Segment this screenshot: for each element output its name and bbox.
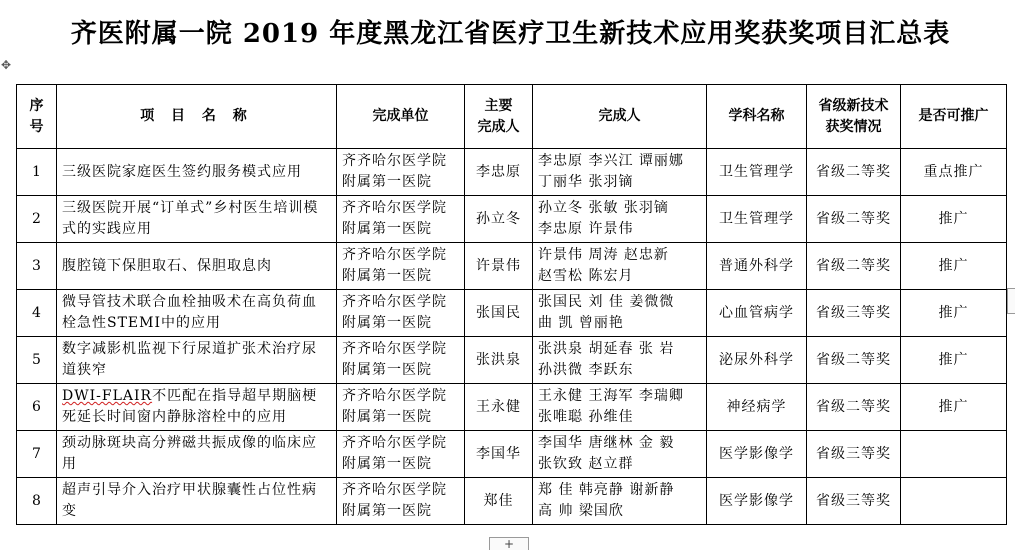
header-main-person: 主要 完成人 <box>465 85 533 149</box>
table-row <box>17 196 1007 243</box>
cell-subject: 卫生管理学 <box>707 149 807 196</box>
cell-subject: 神经病学 <box>707 384 807 431</box>
cell-persons: 李国华 唐继林 金 毅 张钦致 赵立群 <box>533 431 707 478</box>
cell-award: 省级二等奖 <box>807 196 901 243</box>
cell-award: 省级三等奖 <box>807 478 901 525</box>
cell-main-person: 郑佳 <box>465 478 533 525</box>
cell-main-person: 孙立冬 <box>465 196 533 243</box>
cell-persons: 许景伟 周涛 赵忠新 赵雪松 陈宏月 <box>533 243 707 290</box>
cell-persons: 李忠原 李兴江 谭丽娜 丁丽华 张羽镝 <box>533 149 707 196</box>
cell-persons: 孙立冬 张敏 张羽镝 李忠原 许景伟 <box>533 196 707 243</box>
cell-index: 3 <box>17 243 57 290</box>
cell-unit: 齐齐哈尔医学院附属第一医院 <box>337 384 465 431</box>
cell-project-text: 不匹配在指导超早期脑梗死延长时间窗内静脉溶栓中的应用 <box>62 388 318 425</box>
cell-main-person: 李忠原 <box>465 149 533 196</box>
table-row <box>17 431 1007 478</box>
cell-unit: 齐齐哈尔医学院附属第一医院 <box>337 196 465 243</box>
cell-main-person: 李国华 <box>465 431 533 478</box>
cell-persons: 王永健 王海军 李瑞卿 张唯聪 孙维佳 <box>533 384 707 431</box>
cell-unit: 齐齐哈尔医学院附属第一医院 <box>337 478 465 525</box>
cell-subject: 普通外科学 <box>707 243 807 290</box>
cell-project: 超声引导介入治疗甲状腺囊性占位性病变 <box>57 478 337 525</box>
cell-recommend: 推广 <box>901 384 1007 431</box>
table-row <box>17 337 1007 384</box>
cell-persons: 张国民 刘 佳 姜微微 曲 凯 曾丽艳 <box>533 290 707 337</box>
move-handle-icon[interactable]: ✥ <box>0 58 12 72</box>
cell-project: 三级医院家庭医生签约服务模式应用 <box>57 149 337 196</box>
header-recommend: 是否可推广 <box>901 85 1007 149</box>
header-project: 项 目 名 称 <box>57 85 337 149</box>
header-index: 序 号 <box>17 85 57 149</box>
cell-project: 微导管技术联合血栓抽吸术在高负荷血栓急性STEMI中的应用 <box>57 290 337 337</box>
cell-main-person: 许景伟 <box>465 243 533 290</box>
cell-persons: 张洪泉 胡延春 张 岩 孙洪微 李跃东 <box>533 337 707 384</box>
cell-recommend: 推广 <box>901 290 1007 337</box>
cell-project: 腹腔镜下保胆取石、保胆取息肉 <box>57 243 337 290</box>
cell-unit: 齐齐哈尔医学院附属第一医院 <box>337 431 465 478</box>
table-row <box>17 478 1007 525</box>
cell-recommend <box>901 431 1007 478</box>
cell-index: 6 <box>17 384 57 431</box>
cell-index: 8 <box>17 478 57 525</box>
table-header-row <box>17 85 1007 149</box>
cell-subject: 泌尿外科学 <box>707 337 807 384</box>
cell-award: 省级三等奖 <box>807 290 901 337</box>
document-title: 齐医附属一院 2019 年度黑龙江省医疗卫生新技术应用奖获奖项目汇总表 <box>70 19 951 49</box>
table-row <box>17 243 1007 290</box>
table-row <box>17 384 1007 431</box>
cell-award: 省级三等奖 <box>807 431 901 478</box>
cell-main-person: 王永健 <box>465 384 533 431</box>
cell-project: 三级医院开展“订单式”乡村医生培训模式的实践应用 <box>57 196 337 243</box>
award-table <box>16 84 1007 525</box>
cell-index: 1 <box>17 149 57 196</box>
cell-main-person: 张洪泉 <box>465 337 533 384</box>
cell-index: 4 <box>17 290 57 337</box>
cell-recommend: 重点推广 <box>901 149 1007 196</box>
spelling-flag: DWI-FLAIR <box>62 388 153 404</box>
cell-recommend <box>901 478 1007 525</box>
add-row-icon[interactable]: + <box>489 537 529 550</box>
header-persons: 完成人 <box>533 85 707 149</box>
cell-project: 颈动脉斑块高分辨磁共振成像的临床应用 <box>57 431 337 478</box>
cell-subject: 卫生管理学 <box>707 196 807 243</box>
cell-award: 省级二等奖 <box>807 337 901 384</box>
cell-index: 5 <box>17 337 57 384</box>
cell-unit: 齐齐哈尔医学院附属第一医院 <box>337 149 465 196</box>
table-row <box>17 149 1007 196</box>
cell-award: 省级二等奖 <box>807 384 901 431</box>
header-unit: 完成单位 <box>337 85 465 149</box>
award-table-container <box>16 84 1007 525</box>
cell-unit: 齐齐哈尔医学院附属第一医院 <box>337 290 465 337</box>
cell-subject: 医学影像学 <box>707 431 807 478</box>
cell-unit: 齐齐哈尔医学院附属第一医院 <box>337 243 465 290</box>
cell-recommend: 推广 <box>901 196 1007 243</box>
header-subject: 学科名称 <box>707 85 807 149</box>
cell-award: 省级二等奖 <box>807 243 901 290</box>
cell-subject: 心血管病学 <box>707 290 807 337</box>
cell-main-person: 张国民 <box>465 290 533 337</box>
cell-recommend: 推广 <box>901 243 1007 290</box>
cell-project: 数字减影机监视下行尿道扩张术治疗尿道狭窄 <box>57 337 337 384</box>
cell-unit: 齐齐哈尔医学院附属第一医院 <box>337 337 465 384</box>
cell-subject: 医学影像学 <box>707 478 807 525</box>
cell-recommend: 推广 <box>901 337 1007 384</box>
table-row <box>17 290 1007 337</box>
header-award: 省级新技术 获奖情况 <box>807 85 901 149</box>
table-resize-handle[interactable] <box>1007 288 1015 314</box>
cell-project <box>57 384 337 431</box>
cell-persons: 郑 佳 韩亮静 谢新静 高 帅 梁国欣 <box>533 478 707 525</box>
cell-award: 省级二等奖 <box>807 149 901 196</box>
cell-index: 2 <box>17 196 57 243</box>
cell-index: 7 <box>17 431 57 478</box>
